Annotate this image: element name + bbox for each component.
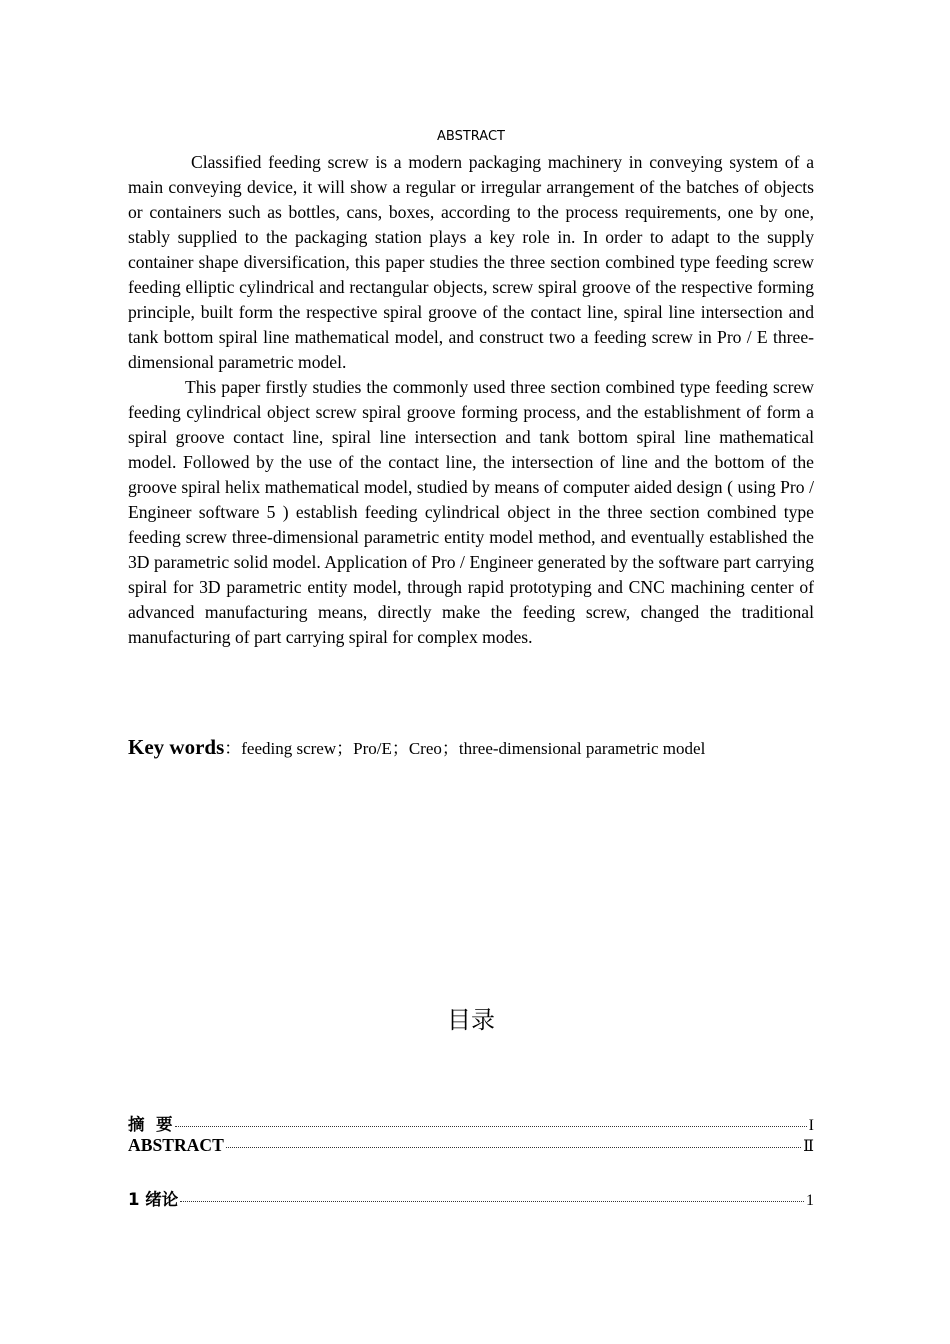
toc-entry-page: Ⅱ	[803, 1138, 814, 1155]
keywords-separator: ：	[224, 739, 242, 758]
toc-entry[interactable]	[128, 1135, 814, 1159]
toc-dot-leader	[175, 1126, 807, 1127]
toc-entry-label: 摘 要	[128, 1115, 173, 1134]
toc-dot-leader	[226, 1147, 801, 1148]
toc-entry-label: 1 绪论	[128, 1190, 179, 1209]
toc-entry[interactable]	[128, 1111, 814, 1135]
abstract-body	[128, 150, 814, 650]
toc-entry-label: ABSTRACT	[128, 1135, 224, 1155]
toc-entry[interactable]	[128, 1186, 814, 1210]
keywords-label: Key words	[128, 735, 225, 759]
keywords-value: feeding screw；Pro/E；Creo；three-dimensional parametric model	[241, 739, 706, 758]
abstract-heading: ABSTRACT	[437, 129, 505, 144]
toc-entry-page: 1	[806, 1192, 814, 1209]
abstract-paragraph: This paper firstly studies the commonly used three section combined type feeding screw feeding cylindrical object screw spiral groove forming process, and the establishment of form a spiral groove contact line, spiral line intersection and tank bottom spiral line mathematical model. Followed by the use of the contact line, the intersection of line and the bottom of the groove spiral helix mathematical model, studied by means of computer aided design ( using Pro / Engineer software 5 ) establish feeding cylindrical object in the three section combined type feeding screw three-dimensional parametric entity model method, and eventually established the 3D parametric solid model. Application of Pro / Engineer generated by the software part carrying spiral for 3D parametric entity model, through rapid prototyping and CNC machining center of advanced manufacturing means, directly make the feeding screw, changed the traditional manufacturing of part carrying spiral for complex modes.	[128, 377, 814, 647]
keywords-line	[128, 734, 828, 760]
abstract-paragraph: Classified feeding screw is a modern packaging machinery in conveying system of a main conveying device, it will show a regular or irregular arrangement of the batches of objects or containers such as bottles, cans, boxes, according to the process requirements, one by one, stably supplied to the packaging station plays a key role in. In order to adapt to the supply container shape diversification, this paper studies the three section combined type feeding screw feeding elliptic cylindrical and rectangular objects, screw spiral groove of the respective forming principle, built form the respective spiral groove of the contact line, spiral line intersection and tank bottom spiral line mathematical model, and construct two a feeding screw in Pro / E three-dimensional parametric model.	[128, 152, 814, 372]
toc-entry-page: I	[808, 1117, 814, 1134]
toc-title: 目录	[447, 1006, 495, 1034]
toc-dot-leader	[180, 1201, 804, 1202]
